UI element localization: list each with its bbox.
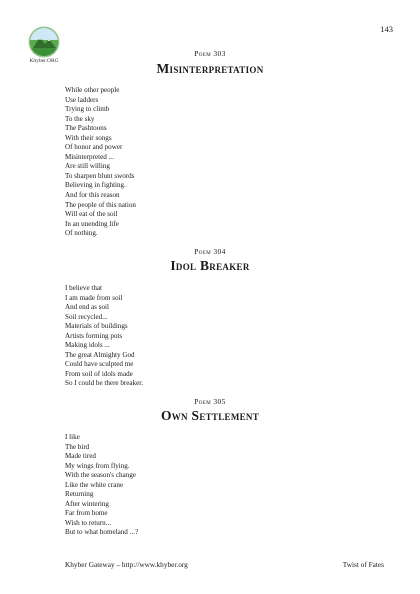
poem-line: Use ladders (65, 95, 99, 104)
poem-line: I like (65, 433, 80, 441)
poem-line: The Pashtoons (65, 124, 107, 133)
poem-line: While other people (65, 86, 120, 94)
poem-line: Will eat of the soil (65, 210, 118, 219)
poem-line: I believe that (65, 284, 103, 292)
poem-line: The great Almighty God (65, 350, 135, 359)
poem-line: Are still willing (65, 162, 110, 171)
poem-line: Like the white crane (65, 480, 124, 489)
poem-303-title: Misinterpretation (156, 61, 264, 76)
poem-line: Could have sculpted me (65, 360, 134, 369)
poem-line: The bird (65, 442, 90, 451)
poem-303-label: Poem 303 (194, 49, 226, 58)
poem-line: Returning (65, 490, 94, 499)
poem-305-body (65, 433, 138, 538)
poem-304-body (65, 284, 143, 389)
poem-line: Trying to climb (65, 105, 110, 114)
poem-line: After wintering (65, 499, 109, 508)
poem-line: Wish to return... (65, 518, 112, 527)
poem-line: Artists forming pots (65, 331, 123, 340)
poem-line: To sharpen blunt swords (65, 171, 135, 180)
poem-304-title: Idol Breaker (170, 258, 250, 273)
logo-text: Khyber.ORG (29, 58, 59, 64)
khyber-logo (24, 28, 64, 64)
poem-line: To the sky (65, 114, 95, 123)
poem-line: Materials of buildings (65, 322, 128, 331)
poem-line: Of honor and power (65, 143, 123, 152)
poem-305-label: Poem 305 (194, 397, 226, 406)
poem-line: But to what homeland ...? (65, 528, 139, 537)
poem-line: Made tired (65, 452, 96, 461)
poem-line: And end as soil (65, 303, 109, 312)
poem-line: In an unending life (65, 219, 119, 228)
poem-line: Making idols ... (65, 341, 110, 350)
poem-line: My wings from flying. (65, 461, 130, 470)
poem-line: Misinterpreted ... (65, 152, 114, 161)
poem-305-title: Own Settlement (160, 408, 260, 423)
poem-line: With the season's change (65, 471, 136, 480)
poem-line: From soil of idols made (65, 369, 133, 378)
page-number: 143 (380, 24, 393, 34)
poem-line: And for this reason (65, 191, 120, 200)
poem-304-label: Poem 304 (194, 247, 226, 256)
poem-line: The people of this nation (65, 200, 136, 209)
poem-line: Of nothing. (65, 229, 98, 238)
poem-line: So I could be there breaker. (65, 379, 143, 388)
poem-line: I am made from soil (65, 293, 123, 302)
poem-line: Far from home (65, 509, 108, 518)
footer-book-title: Twist of Fates (342, 560, 384, 569)
poem-303-body (65, 86, 136, 239)
footer-source-link: Khyber Gateway – http://www.khyber.org (65, 560, 188, 569)
poem-line: With their songs (65, 133, 112, 142)
poem-line: Believing in fighting. (65, 181, 126, 190)
poem-line: Soil recycled... (65, 312, 108, 321)
